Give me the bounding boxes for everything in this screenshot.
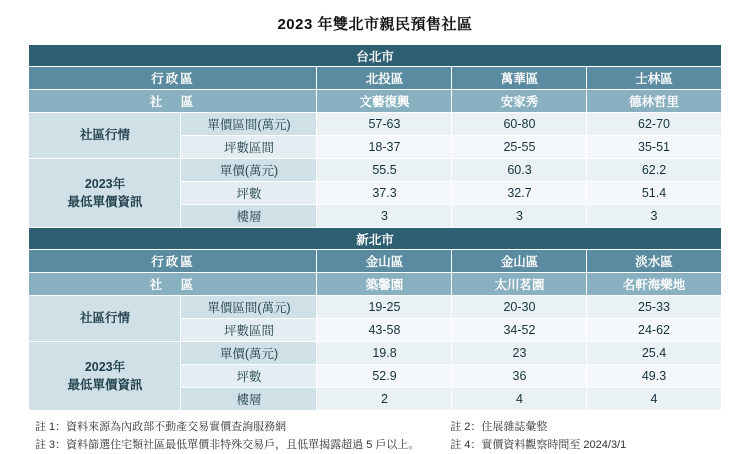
cell-new-taipei-area-3: 49.3	[587, 365, 721, 388]
row-label-new-taipei-area: 坪數	[181, 365, 317, 388]
row-label-taipei-unit-price: 單價(萬元)	[181, 159, 317, 182]
group-label-line1: 2023年	[84, 176, 126, 191]
table-row	[29, 113, 721, 136]
district-taipei-1: 北投區	[317, 67, 452, 90]
cell-taipei-area-range-2: 25-55	[452, 136, 587, 159]
cell-new-taipei-floor-2: 4	[452, 388, 587, 411]
district-taipei-3: 士林區	[587, 67, 721, 90]
row-label-taipei-area-range: 坪數區間	[181, 136, 317, 159]
row-label-taipei-area: 坪數	[181, 182, 317, 205]
city-title-taipei: 台北市	[29, 45, 721, 67]
group-label-new-taipei-market: 社區行情	[29, 296, 181, 342]
community-header-row-taipei	[29, 90, 721, 113]
footnote-row-1	[29, 418, 721, 436]
footnote-3: 註 3：資料篩選住宅類社區最低單價非特殊交易戶，且低單揭露超過 5 戶以上。	[35, 439, 420, 452]
district-label-taipei: 行政區	[29, 67, 317, 90]
group-label-line1: 2023年	[84, 359, 126, 374]
cell-new-taipei-area-range-3: 24-62	[587, 319, 721, 342]
cell-new-taipei-price-range-3: 25-33	[587, 296, 721, 319]
cell-taipei-price-range-2: 60-80	[452, 113, 587, 136]
district-new-taipei-2: 金山區	[452, 250, 587, 273]
district-header-row-new-taipei	[29, 250, 721, 273]
group-label-taipei-lowest	[29, 159, 181, 228]
cell-new-taipei-area-range-1: 43-58	[317, 319, 452, 342]
cell-taipei-floor-2: 3	[452, 205, 587, 228]
table-row	[29, 296, 721, 319]
cell-new-taipei-area-1: 52.9	[317, 365, 452, 388]
community-new-taipei-2: 太川茗園	[452, 273, 587, 296]
city-header-row-taipei	[29, 45, 721, 67]
community-label-taipei: 社 區	[29, 90, 317, 113]
cell-taipei-floor-1: 3	[317, 205, 452, 228]
cell-taipei-price-range-3: 62-70	[587, 113, 721, 136]
cell-new-taipei-price-range-2: 20-30	[452, 296, 587, 319]
community-label-new-taipei: 社 區	[29, 273, 317, 296]
district-header-row-taipei	[29, 67, 721, 90]
cell-taipei-area-1: 37.3	[317, 182, 452, 205]
cell-new-taipei-area-2: 36	[452, 365, 587, 388]
city-title-new-taipei: 新北市	[29, 228, 721, 250]
community-taipei-2: 安家秀	[452, 90, 587, 113]
community-new-taipei-3: 名軒海樂地	[587, 273, 721, 296]
city-header-row-new-taipei	[29, 228, 721, 250]
district-label-new-taipei: 行政區	[29, 250, 317, 273]
group-label-new-taipei-lowest	[29, 342, 181, 411]
group-label-taipei-market: 社區行情	[29, 113, 181, 159]
group-label-line2: 最低單價資訊	[67, 195, 143, 209]
row-label-new-taipei-floor: 樓層	[181, 388, 317, 411]
district-new-taipei-1: 金山區	[317, 250, 452, 273]
cell-taipei-price-range-1: 57-63	[317, 113, 452, 136]
footnote-4: 註 4：實價資料觀察時間至 2024/3/1	[450, 439, 627, 452]
footnote-1: 註 1：資料來源為內政部不動產交易實價查詢服務網	[35, 421, 287, 433]
cell-taipei-area-range-3: 35-51	[587, 136, 721, 159]
cell-taipei-area-3: 51.4	[587, 182, 721, 205]
cell-new-taipei-price-range-1: 19-25	[317, 296, 452, 319]
community-header-row-new-taipei	[29, 273, 721, 296]
row-label-taipei-floor: 樓層	[181, 205, 317, 228]
cell-new-taipei-unit-price-2: 23	[452, 342, 587, 365]
cell-new-taipei-area-range-2: 34-52	[452, 319, 587, 342]
group-label-line2: 最低單價資訊	[67, 378, 143, 392]
row-label-new-taipei-unit-price: 單價(萬元)	[181, 342, 317, 365]
cell-new-taipei-unit-price-3: 25.4	[587, 342, 721, 365]
row-label-new-taipei-area-range: 坪數區間	[181, 319, 317, 342]
table-row	[29, 342, 721, 365]
table-row	[29, 159, 721, 182]
row-label-taipei-price-range: 單價區間(萬元)	[181, 113, 317, 136]
footnote-row-2	[29, 436, 721, 454]
cell-taipei-unit-price-2: 60.3	[452, 159, 587, 182]
district-taipei-2: 萬華區	[452, 67, 587, 90]
community-taipei-3: 德林哲里	[587, 90, 721, 113]
row-label-new-taipei-price-range: 單價區間(萬元)	[181, 296, 317, 319]
cell-new-taipei-floor-3: 4	[587, 388, 721, 411]
footnotes	[29, 418, 721, 454]
cell-new-taipei-floor-1: 2	[317, 388, 452, 411]
cell-new-taipei-unit-price-1: 19.8	[317, 342, 452, 365]
cell-taipei-floor-3: 3	[587, 205, 721, 228]
cell-taipei-area-range-1: 18-37	[317, 136, 452, 159]
cell-taipei-area-2: 32.7	[452, 182, 587, 205]
district-new-taipei-3: 淡水區	[587, 250, 721, 273]
page-title: 2023 年雙北市親民預售社區	[277, 16, 473, 33]
cell-taipei-unit-price-3: 62.2	[587, 159, 721, 182]
community-taipei-1: 文藝復興	[317, 90, 452, 113]
footnote-2: 註 2：住展雜誌彙整	[450, 421, 548, 433]
presale-community-table	[28, 44, 721, 411]
community-new-taipei-1: 築馨園	[317, 273, 452, 296]
cell-taipei-unit-price-1: 55.5	[317, 159, 452, 182]
